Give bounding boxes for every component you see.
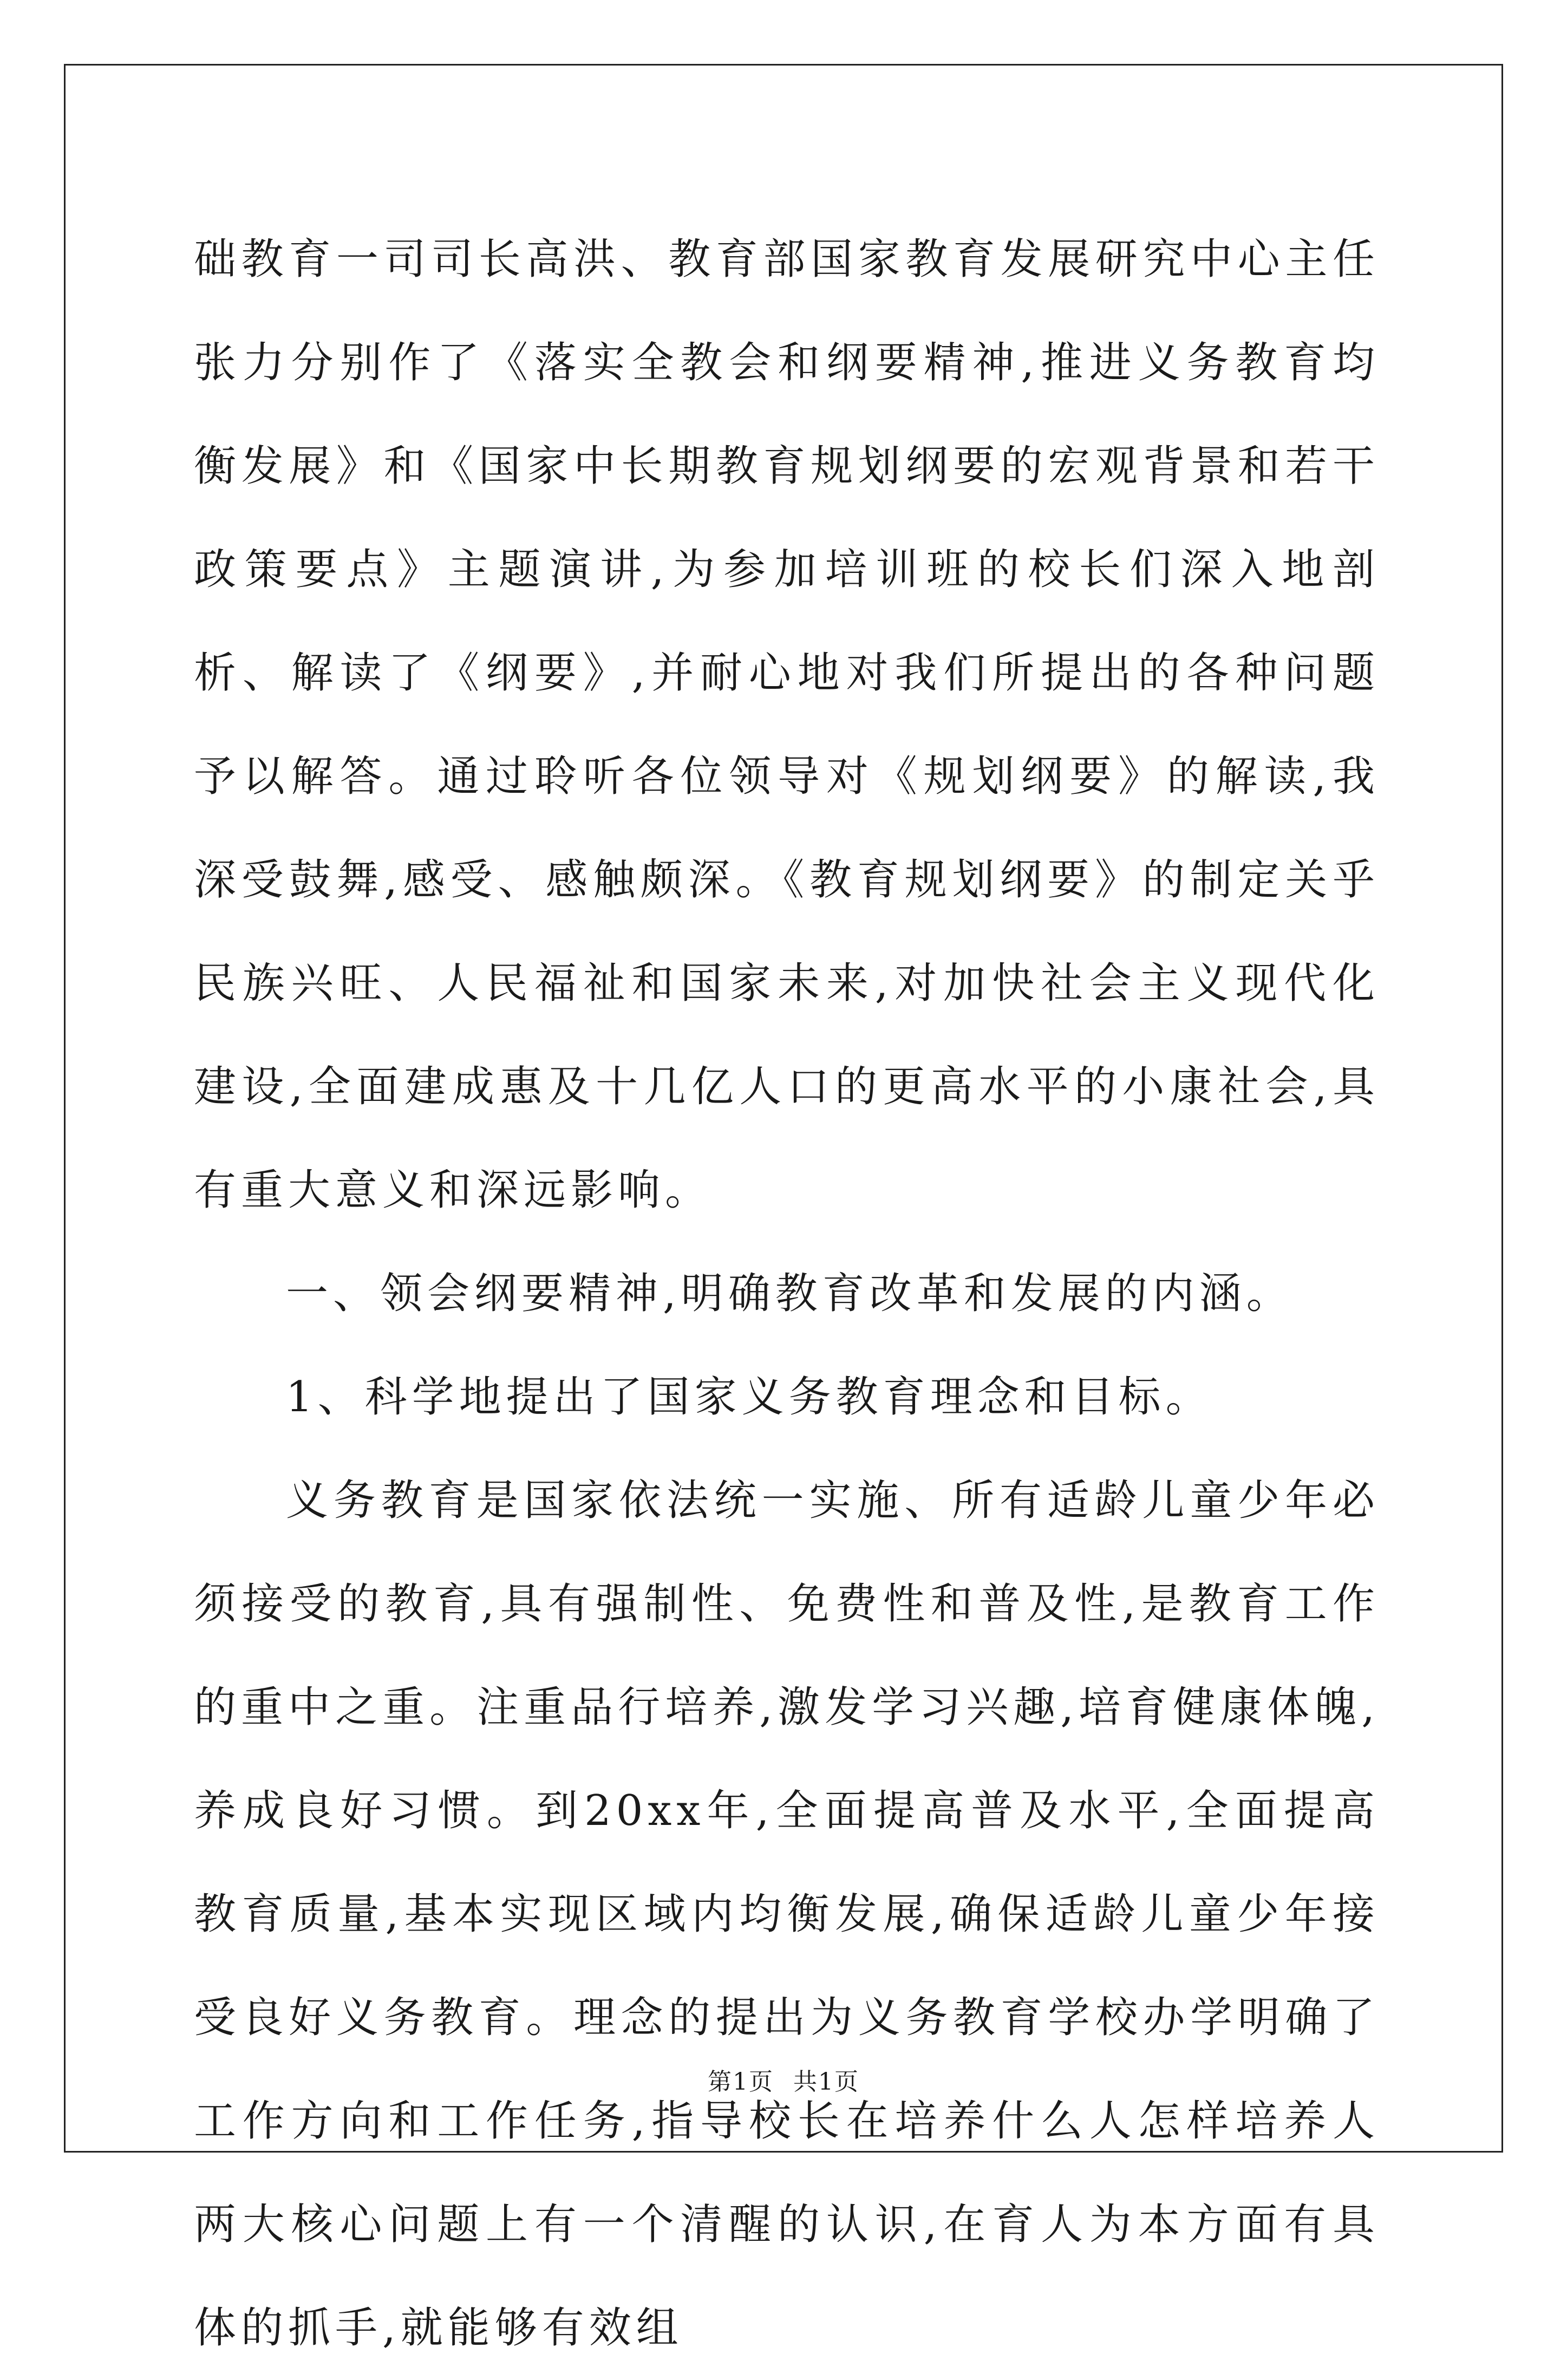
section-heading: 一、领会纲要精神,明确教育改革和发展的内涵。 [286,1269,1294,1318]
page-number: 第1页 [708,2068,774,2096]
document-body [194,208,1380,2380]
paragraph: 义务教育是国家依法统一实施、所有适龄儿童少年必须接受的教育,具有强制性、免费性和普及性,是教育工作的重中之重。注重品行培养,激发学习兴趣,培育健康体魄,养成良好习惯。到20xx年,全面提高普及水平,全面提高教育质量,基本实现区域内均衡发展,确保适龄儿童少年接受良好义务教育。理念的提出为义务教育学校办学明确了工作方向和工作任务,指导校长在培养什么人怎样培养人两大核心问题上有一个清醒的认识,在育人为本方面有具体的抓手,就能够有效组 [194,1476,1380,2352]
subsection-heading: 1、科学地提出了国家义务教育理念和目标。 [286,1373,1213,1422]
paragraph-continued: 础教育一司司长高洪、教育部国家教育发展研究中心主任张力分别作了《落实全教会和纲要精神,推进义务教育均衡发展》和《国家中长期教育规划纲要的宏观背景和若干政策要点》主题演讲,为参加培训班的校长们深入地剖析、解读了《纲要》,并耐心地对我们所提出的各种问题予以解答。通过聆听各位领导对《规划纲要》的解读,我深受鼓舞,感受、感触颇深。《教育规划纲要》的制定关乎民族兴旺、人民福祉和国家未来,对加快社会主义现代化建设,全面建成惠及十几亿人口的更高水平的小康社会,具有重大意义和深远影响。 [194,235,1380,1215]
page-footer [0,2062,1567,2097]
page-total: 共1页 [793,2068,859,2096]
